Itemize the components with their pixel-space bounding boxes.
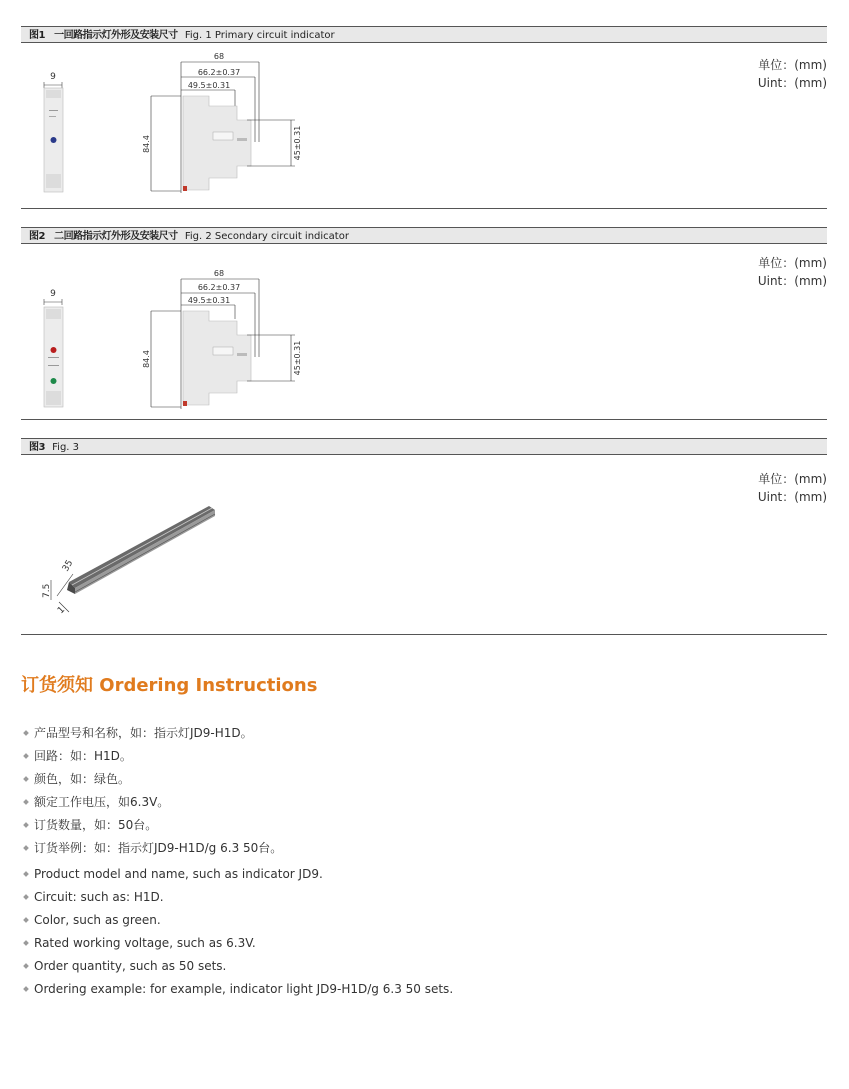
list-item-text: 产品型号和名称，如：指示灯JD9-H1D。: [34, 726, 253, 740]
fig2-section: [21, 227, 827, 420]
bullet-icon: [23, 822, 29, 828]
fig1-dim-rail: 45±0.31: [293, 125, 302, 161]
fig1-dim-d1: 66.2±0.37: [197, 68, 241, 77]
fig3-title-en: Fig. 3: [52, 442, 80, 453]
fig3-dim-c: 1: [56, 604, 68, 617]
fig3-header: [21, 438, 827, 455]
ordering-heading: 订货须知 Ordering Instructions: [21, 675, 318, 696]
fig2-dim-total: 68: [213, 269, 225, 278]
ordering-list-cn: [24, 722, 282, 860]
list-item: [24, 909, 453, 932]
fig2-header: [21, 227, 827, 244]
fig3-dim-b: 7.5: [42, 583, 52, 598]
fig3-label: 图3: [29, 442, 45, 453]
fig2-label: 图2: [29, 231, 45, 242]
green-lamp-icon: [51, 378, 57, 384]
fig2-bottom-rule: [21, 419, 827, 420]
fig2-dim-d1: 66.2±0.37: [197, 283, 241, 292]
list-item-text: Product model and name, such as indicator JD9.: [34, 867, 323, 881]
fig3-section: [21, 438, 827, 635]
bullet-icon: [23, 776, 29, 782]
list-item: [24, 768, 282, 791]
list-item-text: 颜色，如：绿色。: [34, 772, 131, 786]
fig1-unit-cn: 单位：(mm): [758, 58, 827, 72]
bullet-icon: [23, 871, 29, 877]
bullet-icon: [23, 986, 29, 992]
bullet-icon: [23, 917, 29, 923]
fig2-dim-d2: 49.5±0.31: [187, 296, 231, 305]
list-item: [24, 745, 282, 768]
bullet-icon: [23, 963, 29, 969]
fig2-unit-cn: 单位：(mm): [758, 256, 827, 270]
fig2-title-en: Fig. 2 Secondary circuit indicator: [184, 231, 349, 242]
fig1-width-label: 9: [50, 72, 56, 82]
list-item: [24, 978, 453, 1001]
fig2-width-label: 9: [50, 289, 56, 299]
list-item: [24, 791, 282, 814]
bullet-icon: [23, 753, 29, 759]
blue-lamp-icon: [51, 137, 57, 143]
fig2-unit-en: Uint：(mm): [757, 274, 827, 288]
fig2-title-cn: 二回路指示灯外形及安装尺寸: [54, 231, 178, 242]
bullet-icon: [23, 845, 29, 851]
din-rail-drawing: [39, 496, 239, 621]
list-item: [24, 722, 282, 745]
list-item-text: Rated working voltage, such as 6.3V.: [34, 936, 256, 950]
fig1-unit-en: Uint：(mm): [757, 76, 827, 90]
list-item-text: 订货数量，如：50台。: [34, 818, 158, 832]
red-lamp-icon: [51, 347, 57, 353]
bullet-icon: [23, 940, 29, 946]
fig2-front-view: [35, 285, 75, 415]
fig1-title-cn: 一回路指示灯外形及安装尺寸: [54, 30, 178, 41]
list-item: [24, 886, 453, 909]
fig1-dim-height: 84.4: [142, 135, 151, 153]
bullet-icon: [23, 894, 29, 900]
fig1-label: 图1: [29, 30, 45, 41]
fig3-units: [758, 470, 827, 506]
fig1-title-en: Fig. 1 Primary circuit indicator: [184, 30, 335, 41]
fig1-units: [758, 56, 827, 92]
list-item-text: 订货举例：如：指示灯JD9-H1D/g 6.3 50台。: [34, 841, 283, 855]
fig1-header: [21, 26, 827, 43]
fig1-side-view: [139, 46, 309, 196]
list-item-text: Ordering example: for example, indicator light JD9-H1D/g 6.3 50 sets.: [34, 982, 454, 996]
fig1-dim-total: 68: [213, 52, 225, 61]
list-item-text: Circuit: such as: H1D.: [34, 890, 164, 904]
fig2-dim-rail: 45±0.31: [293, 340, 302, 376]
list-item-text: 额定工作电压，如6.3V。: [34, 795, 170, 809]
fig1-section: [21, 26, 827, 209]
fig3-unit-cn: 单位：(mm): [758, 472, 827, 486]
list-item: [24, 932, 453, 955]
fig2-dim-height: 84.4: [142, 350, 151, 368]
list-item-text: Order quantity, such as 50 sets.: [34, 959, 227, 973]
list-item: [24, 863, 453, 886]
bullet-icon: [23, 799, 29, 805]
fig2-units: [758, 254, 827, 290]
list-item: [24, 814, 282, 837]
fig1-dim-d2: 49.5±0.31: [187, 81, 231, 90]
fig3-bottom-rule: [21, 634, 827, 635]
list-item-text: 回路：如：H1D。: [34, 749, 132, 763]
ordering-list-en: [24, 863, 453, 1001]
list-item: [24, 955, 453, 978]
list-item-text: Color, such as green.: [34, 913, 161, 927]
fig2-side-view: [139, 267, 309, 417]
fig1-front-view: [35, 66, 75, 196]
list-item: [24, 837, 282, 860]
fig1-bottom-rule: [21, 208, 827, 209]
fig3-unit-en: Uint：(mm): [757, 490, 827, 504]
bullet-icon: [23, 730, 29, 736]
fig3-dim-a: 35: [60, 558, 76, 574]
